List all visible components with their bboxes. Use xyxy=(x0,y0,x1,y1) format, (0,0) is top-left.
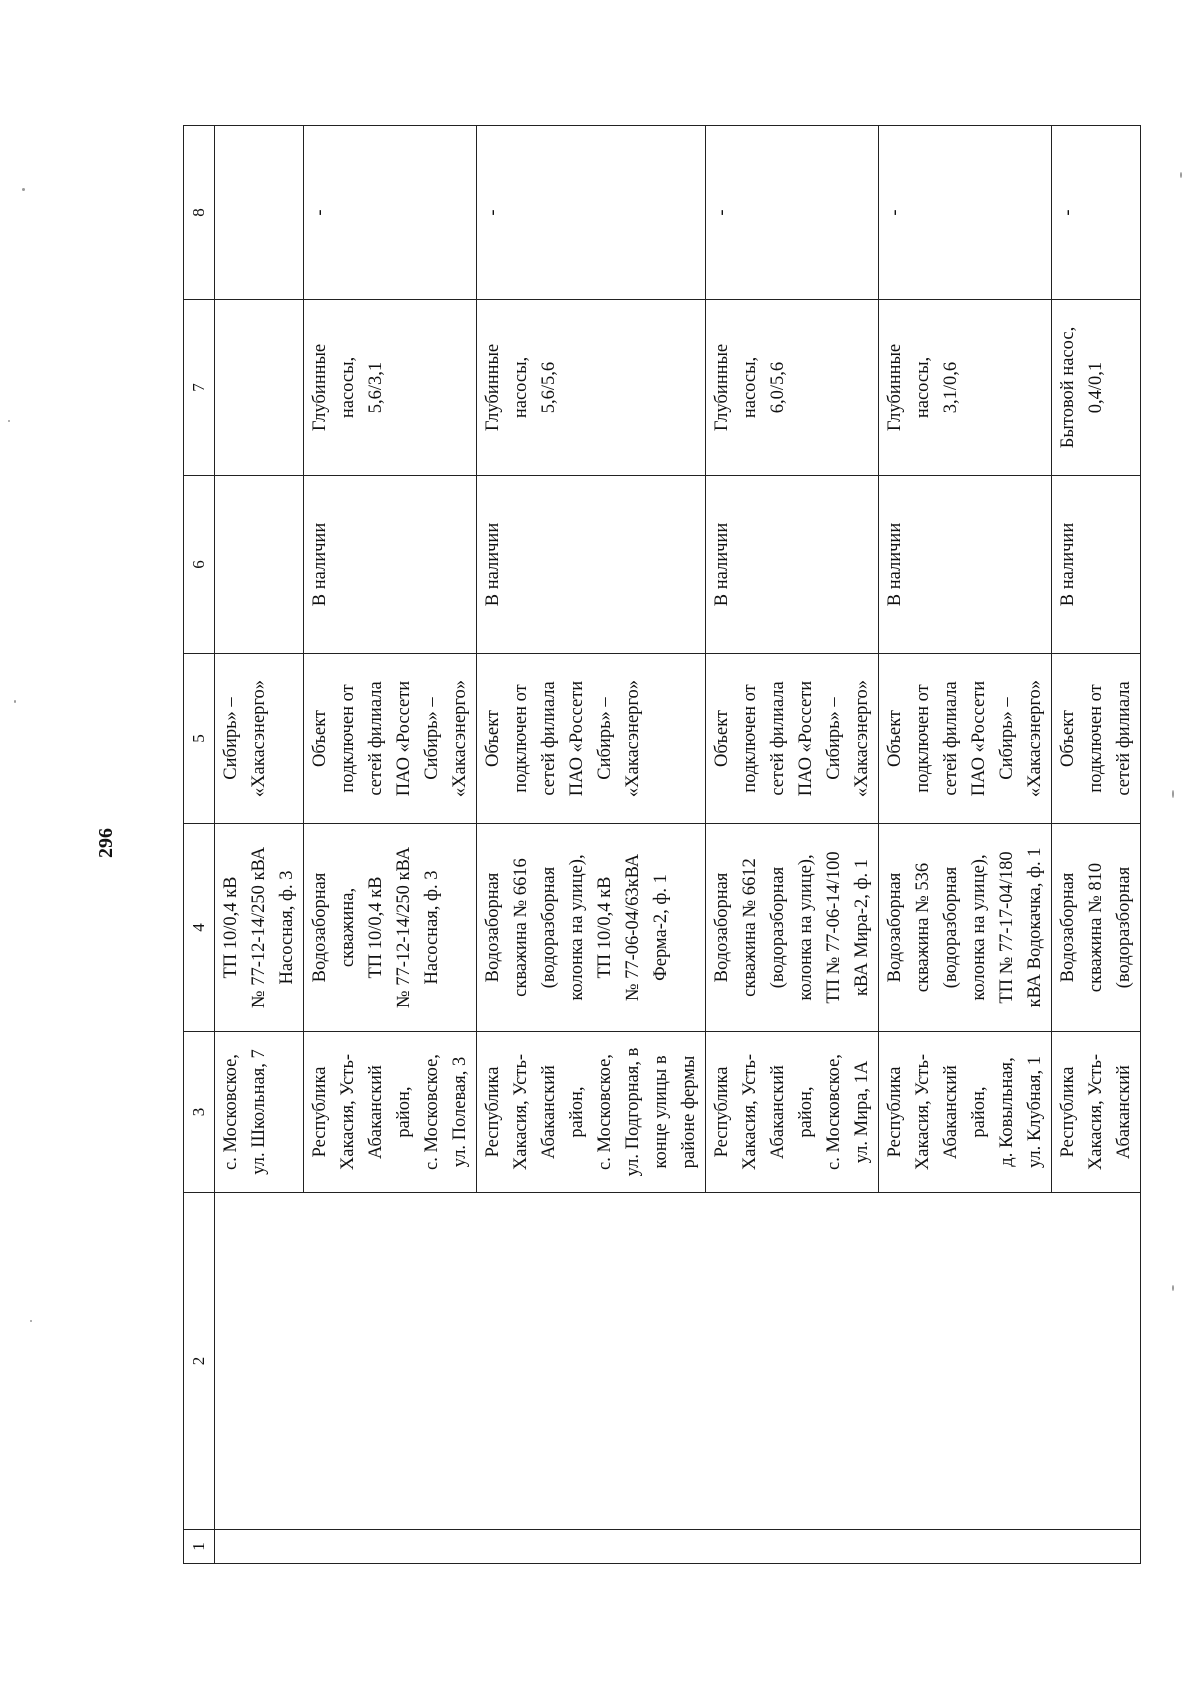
cell-equipment: Глубинные насосы, 3,1/0,6 xyxy=(879,300,1052,476)
cell-substation: ТП 10/0,4 кВ № 77-12-14/250 кВА Насосная, ф. 3 xyxy=(215,824,304,1032)
cell-connection: Объект подключен от сетей филиала ПАО «Россети Сибирь» – «Хакасэнерго» xyxy=(304,654,477,824)
cell-notes: - xyxy=(1052,126,1141,300)
cell-connection: Объект подключен от сетей филиала ПАО «Россети Сибирь» – «Хакасэнерго» xyxy=(477,654,706,824)
cell-availability: В наличии xyxy=(477,476,706,654)
page-number: 296 xyxy=(95,828,117,858)
cell-notes xyxy=(215,126,304,300)
cell-availability: В наличии xyxy=(1052,476,1141,654)
cell-substation: Водозаборная скважина № 536 (водоразборная колонка на улице), ТП № 77-17-04/180 кВА Водокачка, ф. 1 xyxy=(879,824,1052,1032)
cell-availability: В наличии xyxy=(879,476,1052,654)
scan-speck xyxy=(1172,790,1174,798)
column-number: 1 xyxy=(184,1530,215,1564)
table-row xyxy=(215,126,304,1564)
scan-speck xyxy=(22,188,25,191)
column-number-row xyxy=(184,126,215,1564)
cell-equipment: Бытовой насос, 0,4/0,1 xyxy=(1052,300,1141,476)
cell-connection: Объект подключен от сетей филиала ПАО «Россети Сибирь» – «Хакасэнерго» xyxy=(879,654,1052,824)
cell-substation: Водозаборная скважина № 6612 (водоразборная колонка на улице), ТП № 77-06-14/100 кВА Мира-2, ф. 1 xyxy=(706,824,879,1032)
cell-availability: В наличии xyxy=(304,476,477,654)
column-number: 6 xyxy=(184,476,215,654)
cell-notes: - xyxy=(706,126,879,300)
cell-notes: - xyxy=(477,126,706,300)
column-number: 7 xyxy=(184,300,215,476)
scan-speck xyxy=(14,700,16,703)
table-sheet xyxy=(183,126,1134,1564)
column-number: 3 xyxy=(184,1032,215,1193)
cell-substation: Водозаборная скважина, ТП 10/0,4 кВ № 77-12-14/250 кВА Насосная, ф. 3 xyxy=(304,824,477,1032)
cell-location: с. Московское, ул. Школьная, 7 xyxy=(215,1032,304,1193)
cell-location: Республика Хакасия, Усть- Абаканский район, с. Московское, ул. Полевая, 3 xyxy=(304,1032,477,1193)
cell-equipment xyxy=(215,300,304,476)
scan-speck xyxy=(30,1320,32,1322)
cell-equipment: Глубинные насосы, 5,6/5,6 xyxy=(477,300,706,476)
cell-equipment: Глубинные насосы, 5,6/3,1 xyxy=(304,300,477,476)
cell-substation: Водозаборная скважина № 810 (водоразборная xyxy=(1052,824,1141,1032)
column-number: 8 xyxy=(184,126,215,300)
cell-location: Республика Хакасия, Усть- Абаканский район, д. Ковыльная, ул. Клубная, 1 xyxy=(879,1032,1052,1193)
cell-equipment: Глубинные насосы, 6,0/5,6 xyxy=(706,300,879,476)
column-number: 2 xyxy=(184,1193,215,1530)
cell-connection: Объект подключен от сетей филиала ПАО «Россети Сибирь» – «Хакасэнерго» xyxy=(706,654,879,824)
cell-availability: В наличии xyxy=(706,476,879,654)
cell-location: Республика Хакасия, Усть- Абаканский район, с. Московское, ул. Подгорная, в конце улицы в районе фермы xyxy=(477,1032,706,1193)
scan-speck xyxy=(8,420,10,422)
scan-speck xyxy=(1180,172,1182,178)
cell-notes: - xyxy=(879,126,1052,300)
cell-location: Республика Хакасия, Усть- Абаканский xyxy=(1052,1032,1141,1193)
cell-location: Республика Хакасия, Усть- Абаканский район, с. Московское, ул. Мира, 1А xyxy=(706,1032,879,1193)
cell-connection: Сибирь» – «Хакасэнерго» xyxy=(215,654,304,824)
data-table xyxy=(183,125,1141,1564)
column-number: 5 xyxy=(184,654,215,824)
cell-col2 xyxy=(215,1193,1141,1530)
cell-availability xyxy=(215,476,304,654)
cell-col1 xyxy=(215,1530,1141,1564)
column-number: 4 xyxy=(184,824,215,1032)
cell-substation: Водозаборная скважина № 6616 (водоразборная колонка на улице), ТП 10/0,4 кВ № 77-06-04/63кВА Ферма-2, ф. 1 xyxy=(477,824,706,1032)
cell-connection: Объект подключен от сетей филиала xyxy=(1052,654,1141,824)
scan-speck xyxy=(1172,1285,1174,1291)
cell-notes: - xyxy=(304,126,477,300)
